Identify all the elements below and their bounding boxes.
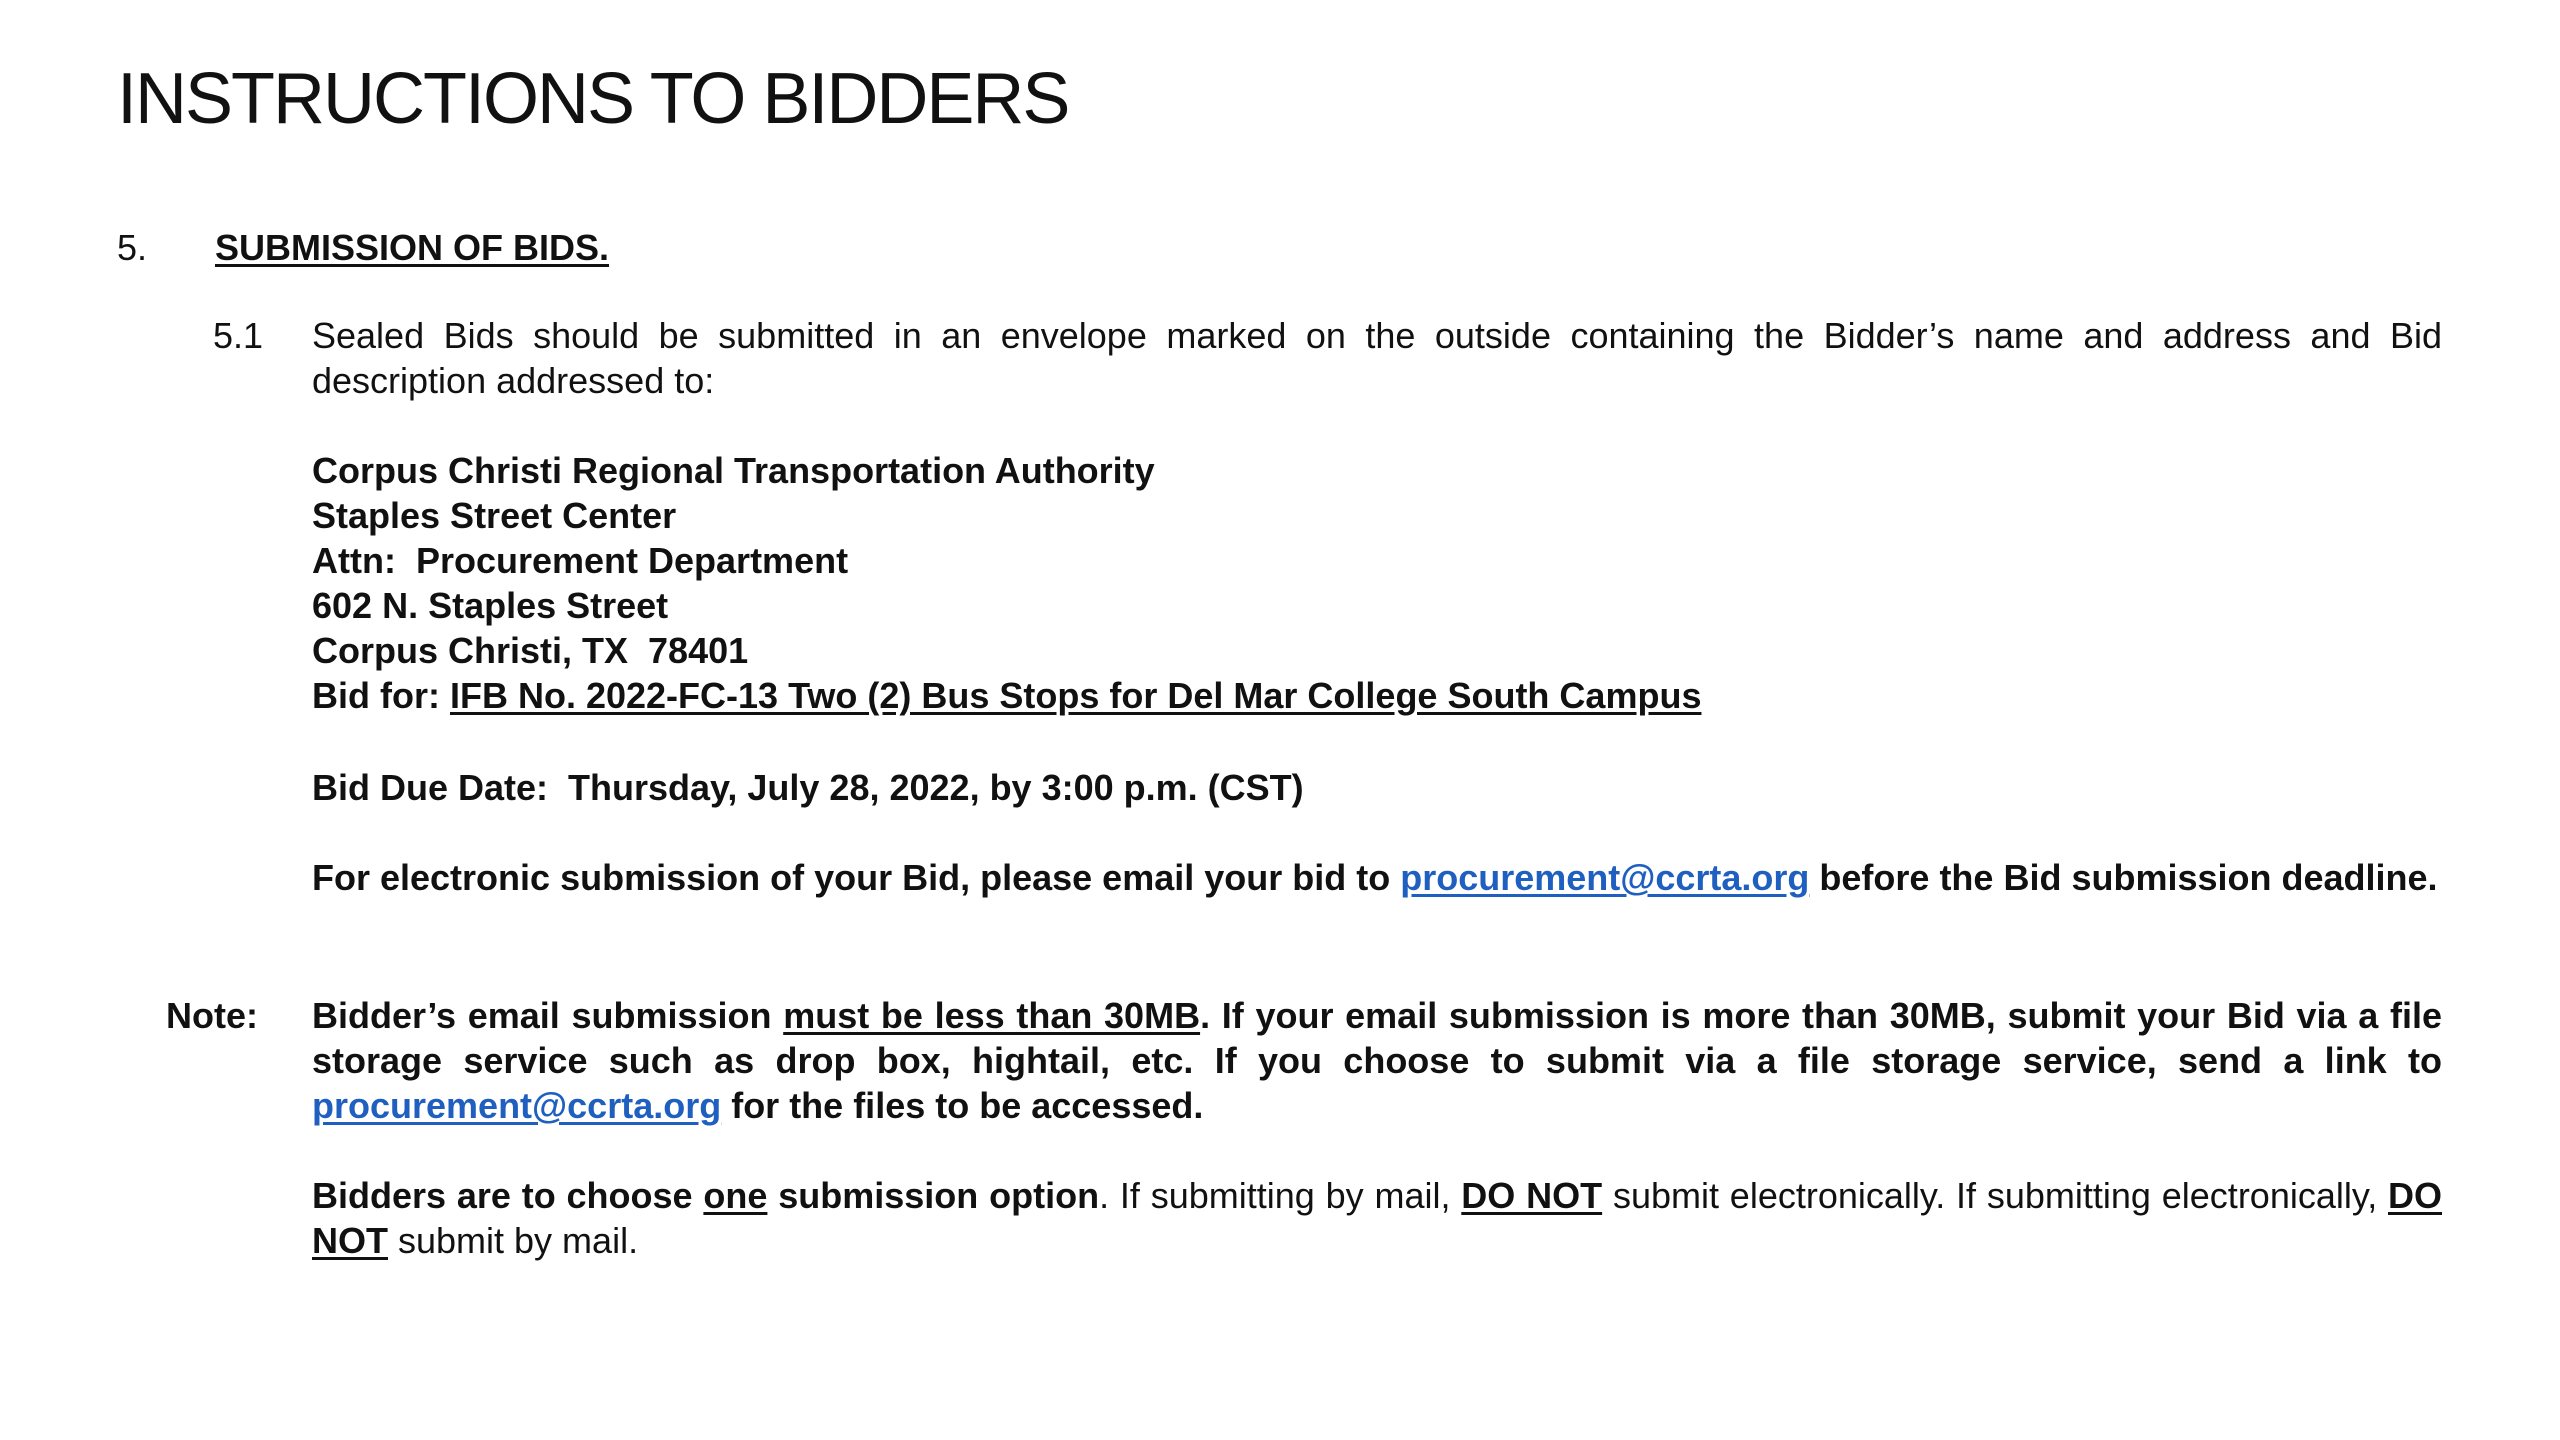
option-text-2: submit electronically. If submitting electronically,	[1602, 1175, 2389, 1216]
mailing-address	[312, 448, 2442, 718]
submission-option-paragraph	[312, 1173, 2442, 1263]
option-do-not-2: DO NOT	[312, 1175, 2443, 1261]
note-text-3: for the files to be accessed.	[721, 1085, 1204, 1126]
address-line-city: Corpus Christi, TX 78401	[312, 630, 749, 671]
bid-for-value: IFB No. 2022-FC-13 Two (2) Bus Stops for Del Mar College South Campus	[449, 675, 1702, 716]
section-title: SUBMISSION OF BIDS.	[215, 227, 610, 268]
note-paragraph	[312, 993, 2442, 1128]
electronic-submission-paragraph	[312, 855, 2442, 900]
address-line-organization: Corpus Christi Regional Transportation Authority	[312, 450, 1155, 491]
address-line-building: Staples Street Center	[312, 495, 677, 536]
bid-due-date: Bid Due Date: Thursday, July 28, 2022, by 3:00 p.m. (CST)	[312, 767, 1304, 808]
note-label: Note:	[166, 995, 258, 1036]
note-email-link[interactable]: procurement@ccrta.org	[312, 1085, 722, 1126]
bid-for-label: Bid for:	[312, 675, 450, 716]
option-text-1: . If submitting by mail,	[1099, 1175, 1462, 1216]
note-text-2: . If your email submission is more than 30MB, submit your Bid via a file storage service such as drop box, hightail, etc. If you choose to submit via a file storage service, send a link to	[312, 995, 2442, 1081]
note-size-limit: must be less than 30MB	[783, 995, 1201, 1036]
option-bold-2: submission option	[767, 1175, 1100, 1216]
subsection-text: Sealed Bids should be submitted in an envelope marked on the outside containing the Bidder’s name and address and Bid description addressed to:	[312, 315, 2442, 401]
note-text-1: Bidder’s email submission	[312, 995, 784, 1036]
address-line-street: 602 N. Staples Street	[312, 585, 669, 626]
electronic-text-after: before the Bid submission deadline.	[1809, 857, 2438, 898]
procurement-email-link[interactable]: procurement@ccrta.org	[1400, 857, 1810, 898]
address-line-attention: Attn: Procurement Department	[312, 540, 849, 581]
section-heading	[117, 225, 609, 270]
section-number: 5.	[117, 227, 148, 268]
electronic-text-before: For electronic submission of your Bid, please email your bid to	[312, 857, 1401, 898]
option-bold-1: Bidders are to choose	[312, 1175, 704, 1216]
option-one: one	[703, 1175, 768, 1216]
option-text-3: submit by mail.	[388, 1220, 639, 1261]
option-do-not-1: DO NOT	[1461, 1175, 1603, 1216]
subsection-number: 5.1	[213, 315, 264, 356]
page-title: INSTRUCTIONS TO BIDDERS	[117, 59, 1069, 139]
bid-for-line	[312, 673, 2442, 718]
